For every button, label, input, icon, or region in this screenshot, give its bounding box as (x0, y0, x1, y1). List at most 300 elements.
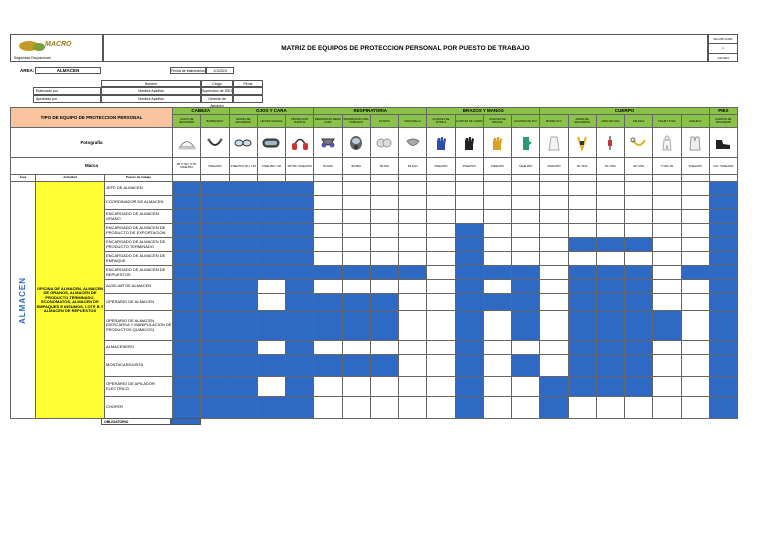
epp-cell-obligatorio[interactable] (709, 182, 737, 196)
epp-cell-obligatorio[interactable] (709, 355, 737, 377)
epp-cell-no-aplica[interactable] (483, 311, 511, 341)
epp-cell-no-aplica[interactable] (625, 182, 653, 196)
epp-cell-no-aplica[interactable] (681, 355, 709, 377)
epp-cell-no-aplica[interactable] (483, 238, 511, 252)
epp-cell-no-aplica[interactable] (399, 224, 427, 238)
epp-cell-no-aplica[interactable] (540, 196, 568, 210)
epp-cell-obligatorio[interactable] (342, 311, 370, 341)
epp-cell-no-aplica[interactable] (596, 196, 624, 210)
epp-cell-no-aplica[interactable] (568, 182, 596, 196)
epp-cell-obligatorio[interactable] (201, 238, 229, 252)
epp-cell-no-aplica[interactable] (540, 294, 568, 311)
epp-cell-obligatorio[interactable] (229, 266, 257, 280)
epp-cell-no-aplica[interactable] (512, 224, 540, 238)
epp-cell-obligatorio[interactable] (709, 238, 737, 252)
epp-cell-obligatorio[interactable] (257, 196, 285, 210)
epp-cell-no-aplica[interactable] (342, 210, 370, 224)
equipment-brand: TYVEK 3M (653, 158, 681, 175)
epp-cell-no-aplica[interactable] (370, 252, 398, 266)
epp-cell-no-aplica[interactable] (314, 224, 342, 238)
epp-cell-no-aplica[interactable] (512, 377, 540, 397)
epp-cell-obligatorio[interactable] (173, 294, 201, 311)
epp-cell-no-aplica[interactable] (483, 196, 511, 210)
equipment-brand: STEELPRO / 3M (257, 158, 285, 175)
epp-cell-obligatorio[interactable] (229, 252, 257, 266)
epp-cell-obligatorio[interactable] (709, 280, 737, 294)
epp-cell-obligatorio[interactable] (257, 210, 285, 224)
epp-cell-obligatorio[interactable] (201, 252, 229, 266)
epp-cell-no-aplica[interactable] (653, 238, 681, 252)
epp-cell-obligatorio[interactable] (709, 196, 737, 210)
epp-cell-obligatorio[interactable] (455, 377, 483, 397)
epp-cell-no-aplica[interactable] (681, 224, 709, 238)
epp-cell-no-aplica[interactable] (427, 311, 455, 341)
epp-cell-obligatorio[interactable] (596, 377, 624, 397)
epp-cell-no-aplica[interactable] (540, 311, 568, 341)
epp-cell-obligatorio[interactable] (173, 341, 201, 355)
epp-cell-no-aplica[interactable] (568, 210, 596, 224)
epp-cell-no-aplica[interactable] (427, 294, 455, 311)
epp-cell-no-aplica[interactable] (512, 196, 540, 210)
epp-cell-obligatorio[interactable] (455, 238, 483, 252)
epp-cell-no-aplica[interactable] (512, 238, 540, 252)
epp-cell-obligatorio[interactable] (173, 182, 201, 196)
epp-cell-no-aplica[interactable] (483, 252, 511, 266)
epp-cell-no-aplica[interactable] (314, 377, 342, 397)
epp-cell-obligatorio[interactable] (342, 294, 370, 311)
epp-cell-obligatorio[interactable] (568, 341, 596, 355)
epp-cell-obligatorio[interactable] (370, 355, 398, 377)
epp-cell-obligatorio[interactable] (286, 196, 314, 210)
epp-cell-obligatorio[interactable] (568, 355, 596, 377)
epp-cell-no-aplica[interactable] (681, 397, 709, 419)
epp-cell-no-aplica[interactable] (257, 377, 285, 397)
epp-cell-obligatorio[interactable] (596, 355, 624, 377)
epp-cell-no-aplica[interactable] (681, 280, 709, 294)
epp-cell-no-aplica[interactable] (483, 377, 511, 397)
epp-cell-obligatorio[interactable] (229, 294, 257, 311)
epp-cell-no-aplica[interactable] (540, 266, 568, 280)
epp-cell-no-aplica[interactable] (342, 397, 370, 419)
epp-cell-obligatorio[interactable] (201, 196, 229, 210)
epp-cell-obligatorio[interactable] (568, 266, 596, 280)
epp-cell-obligatorio[interactable] (625, 280, 653, 294)
epp-cell-obligatorio[interactable] (173, 311, 201, 341)
epp-cell-no-aplica[interactable] (568, 397, 596, 419)
equipment-photo (342, 128, 370, 158)
epp-cell-obligatorio[interactable] (173, 280, 201, 294)
epp-cell-obligatorio[interactable] (625, 238, 653, 252)
lanyard-icon (601, 135, 619, 151)
epp-cell-obligatorio[interactable] (568, 238, 596, 252)
epp-cell-obligatorio[interactable] (596, 294, 624, 311)
equipment-photo (286, 128, 314, 158)
epp-cell-no-aplica[interactable] (681, 252, 709, 266)
epp-cell-obligatorio[interactable] (455, 252, 483, 266)
epp-cell-no-aplica[interactable] (399, 311, 427, 341)
epp-cell-obligatorio[interactable] (201, 294, 229, 311)
epp-cell-no-aplica[interactable] (483, 280, 511, 294)
epp-cell-obligatorio[interactable] (455, 266, 483, 280)
epp-cell-no-aplica[interactable] (483, 355, 511, 377)
epp-cell-no-aplica[interactable] (512, 397, 540, 419)
aprobado-firma[interactable] (233, 95, 263, 103)
epp-cell-obligatorio[interactable] (201, 397, 229, 419)
puesto-cell: MONTACARGUISTA (105, 355, 173, 377)
epp-cell-obligatorio[interactable] (229, 280, 257, 294)
epp-cell-obligatorio[interactable] (512, 294, 540, 311)
elaborado-firma[interactable] (233, 87, 263, 95)
epp-cell-obligatorio[interactable] (173, 210, 201, 224)
epp-cell-no-aplica[interactable] (342, 196, 370, 210)
epp-cell-no-aplica[interactable] (427, 224, 455, 238)
aprobado-cargo: Gerente de Almacén (201, 95, 233, 103)
epp-cell-no-aplica[interactable] (314, 196, 342, 210)
epp-cell-no-aplica[interactable] (455, 210, 483, 224)
group-header: CUERPO (540, 108, 710, 115)
epp-cell-no-aplica[interactable] (399, 196, 427, 210)
epp-cell-no-aplica[interactable] (596, 397, 624, 419)
epp-cell-obligatorio[interactable] (201, 266, 229, 280)
epp-cell-obligatorio[interactable] (540, 397, 568, 419)
epp-cell-obligatorio[interactable] (596, 238, 624, 252)
epp-cell-obligatorio[interactable] (201, 377, 229, 397)
epp-cell-no-aplica[interactable] (625, 224, 653, 238)
epp-cell-no-aplica[interactable] (625, 210, 653, 224)
epp-cell-obligatorio[interactable] (709, 377, 737, 397)
epp-cell-no-aplica[interactable] (314, 182, 342, 196)
epp-cell-obligatorio[interactable] (370, 311, 398, 341)
epp-cell-no-aplica[interactable] (399, 294, 427, 311)
epp-cell-obligatorio[interactable] (512, 266, 540, 280)
epp-cell-obligatorio[interactable] (709, 294, 737, 311)
epp-cell-no-aplica[interactable] (653, 341, 681, 355)
epp-cell-no-aplica[interactable] (596, 182, 624, 196)
epp-cell-obligatorio[interactable] (286, 252, 314, 266)
epp-cell-obligatorio[interactable] (229, 355, 257, 377)
epp-cell-obligatorio[interactable] (173, 224, 201, 238)
epp-cell-obligatorio[interactable] (201, 224, 229, 238)
epp-cell-no-aplica[interactable] (370, 196, 398, 210)
epp-cell-obligatorio[interactable] (286, 355, 314, 377)
epp-cell-no-aplica[interactable] (370, 224, 398, 238)
epp-cell-no-aplica[interactable] (427, 397, 455, 419)
epp-cell-no-aplica[interactable] (653, 355, 681, 377)
puesto-cell: ALMACENERO (105, 341, 173, 355)
epp-cell-obligatorio[interactable] (399, 266, 427, 280)
epp-cell-no-aplica[interactable] (427, 182, 455, 196)
epp-cell-no-aplica[interactable] (257, 294, 285, 311)
epp-cell-no-aplica[interactable] (681, 196, 709, 210)
epp-cell-obligatorio[interactable] (286, 224, 314, 238)
epp-cell-obligatorio[interactable] (455, 341, 483, 355)
epp-cell-no-aplica[interactable] (427, 280, 455, 294)
epp-cell-no-aplica[interactable] (399, 341, 427, 355)
epp-cell-no-aplica[interactable] (427, 196, 455, 210)
epp-cell-no-aplica[interactable] (540, 252, 568, 266)
epp-cell-no-aplica[interactable] (399, 238, 427, 252)
epp-cell-obligatorio[interactable] (709, 252, 737, 266)
epp-cell-no-aplica[interactable] (342, 252, 370, 266)
epp-cell-obligatorio[interactable] (201, 210, 229, 224)
epp-cell-obligatorio[interactable] (540, 377, 568, 397)
epp-cell-no-aplica[interactable] (596, 210, 624, 224)
epp-cell-obligatorio[interactable] (709, 210, 737, 224)
equipment-brand: 3M 8210 (399, 158, 427, 175)
epp-cell-no-aplica[interactable] (681, 341, 709, 355)
epp-cell-obligatorio[interactable] (173, 355, 201, 377)
full-mask-icon (347, 135, 365, 151)
epp-cell-obligatorio[interactable] (257, 355, 285, 377)
epp-cell-obligatorio[interactable] (229, 341, 257, 355)
epp-cell-obligatorio[interactable] (596, 266, 624, 280)
epp-cell-obligatorio[interactable] (257, 266, 285, 280)
epp-cell-no-aplica[interactable] (483, 224, 511, 238)
epp-cell-obligatorio[interactable] (314, 294, 342, 311)
epp-cell-no-aplica[interactable] (540, 280, 568, 294)
doc-version: 1 (709, 44, 737, 53)
epp-cell-no-aplica[interactable] (681, 182, 709, 196)
equipment-name: RESPIRADOR MEDIA CARA (314, 115, 342, 128)
epp-cell-obligatorio[interactable] (653, 311, 681, 341)
epp-cell-no-aplica[interactable] (540, 341, 568, 355)
table-row (11, 397, 738, 419)
epp-cell-no-aplica[interactable] (540, 355, 568, 377)
epp-cell-no-aplica[interactable] (399, 377, 427, 397)
epp-cell-no-aplica[interactable] (540, 238, 568, 252)
epp-cell-obligatorio[interactable] (286, 238, 314, 252)
epp-cell-no-aplica[interactable] (427, 341, 455, 355)
epp-cell-no-aplica[interactable] (314, 238, 342, 252)
epp-cell-no-aplica[interactable] (399, 252, 427, 266)
epp-cell-obligatorio[interactable] (709, 266, 737, 280)
epp-cell-obligatorio[interactable] (483, 266, 511, 280)
epp-cell-no-aplica[interactable] (625, 196, 653, 210)
epp-cell-obligatorio[interactable] (596, 311, 624, 341)
puesto-cell: OPERARIO DE ALMACEN (DESCARGA Y MANIPULACION DE PRODUCTOS QUIMICOS) (105, 311, 173, 341)
epp-cell-obligatorio[interactable] (342, 266, 370, 280)
epp-cell-no-aplica[interactable] (370, 341, 398, 355)
epp-cell-no-aplica[interactable] (483, 210, 511, 224)
epp-cell-no-aplica[interactable] (455, 196, 483, 210)
page-title: MATRIZ DE EQUIPOS DE PROTECCION PERSONAL POR PUESTO DE TRABAJO (103, 34, 708, 62)
epp-cell-obligatorio[interactable] (286, 210, 314, 224)
epp-cell-obligatorio[interactable] (455, 355, 483, 377)
epp-cell-no-aplica[interactable] (483, 397, 511, 419)
table-row (11, 196, 738, 210)
epp-cell-no-aplica[interactable] (596, 224, 624, 238)
epp-cell-no-aplica[interactable] (625, 397, 653, 419)
epp-cell-no-aplica[interactable] (653, 266, 681, 280)
epp-cell-no-aplica[interactable] (314, 397, 342, 419)
epp-cell-obligatorio[interactable] (314, 355, 342, 377)
epp-cell-obligatorio[interactable] (625, 355, 653, 377)
epp-cell-no-aplica[interactable] (483, 341, 511, 355)
epp-cell-no-aplica[interactable] (512, 182, 540, 196)
epp-cell-obligatorio[interactable] (286, 294, 314, 311)
epp-cell-no-aplica[interactable] (512, 210, 540, 224)
epp-cell-obligatorio[interactable] (709, 311, 737, 341)
epp-cell-no-aplica[interactable] (540, 182, 568, 196)
epp-cell-obligatorio[interactable] (568, 280, 596, 294)
epp-cell-no-aplica[interactable] (370, 377, 398, 397)
epp-cell-obligatorio[interactable] (625, 377, 653, 397)
epp-cell-no-aplica[interactable] (399, 210, 427, 224)
epp-cell-obligatorio[interactable] (625, 311, 653, 341)
epp-cell-obligatorio[interactable] (257, 238, 285, 252)
epp-cell-no-aplica[interactable] (681, 238, 709, 252)
epp-cell-no-aplica[interactable] (427, 266, 455, 280)
epp-cell-obligatorio[interactable] (173, 397, 201, 419)
epp-cell-no-aplica[interactable] (427, 377, 455, 397)
epp-cell-no-aplica[interactable] (681, 294, 709, 311)
epp-cell-obligatorio[interactable] (455, 397, 483, 419)
epp-cell-obligatorio[interactable] (625, 266, 653, 280)
epp-cell-no-aplica[interactable] (399, 355, 427, 377)
epp-cell-obligatorio[interactable] (455, 294, 483, 311)
epp-cell-obligatorio[interactable] (625, 341, 653, 355)
epp-cell-obligatorio[interactable] (229, 238, 257, 252)
epp-cell-no-aplica[interactable] (370, 182, 398, 196)
epp-cell-obligatorio[interactable] (257, 182, 285, 196)
epp-cell-obligatorio[interactable] (229, 210, 257, 224)
epp-cell-no-aplica[interactable] (399, 182, 427, 196)
epp-cell-no-aplica[interactable] (681, 377, 709, 397)
epp-cell-obligatorio[interactable] (201, 341, 229, 355)
epp-cell-no-aplica[interactable] (568, 252, 596, 266)
epp-cell-no-aplica[interactable] (399, 280, 427, 294)
epp-cell-no-aplica[interactable] (625, 252, 653, 266)
epp-cell-no-aplica[interactable] (653, 377, 681, 397)
epp-cell-obligatorio[interactable] (201, 311, 229, 341)
epp-cell-obligatorio[interactable] (286, 280, 314, 294)
epp-cell-obligatorio[interactable] (286, 377, 314, 397)
epp-cell-obligatorio[interactable] (709, 224, 737, 238)
epp-cell-obligatorio[interactable] (568, 377, 596, 397)
epp-cell-obligatorio[interactable] (286, 341, 314, 355)
epp-cell-no-aplica[interactable] (653, 210, 681, 224)
epp-cell-obligatorio[interactable] (173, 196, 201, 210)
epp-cell-no-aplica[interactable] (370, 280, 398, 294)
epp-cell-no-aplica[interactable] (681, 210, 709, 224)
epp-cell-obligatorio[interactable] (286, 311, 314, 341)
epp-cell-obligatorio[interactable] (596, 280, 624, 294)
epp-cell-no-aplica[interactable] (540, 224, 568, 238)
epp-cell-obligatorio[interactable] (370, 266, 398, 280)
epp-cell-no-aplica[interactable] (653, 224, 681, 238)
epp-cell-no-aplica[interactable] (512, 252, 540, 266)
epp-cell-obligatorio[interactable] (568, 294, 596, 311)
epp-cell-no-aplica[interactable] (653, 294, 681, 311)
epp-cell-no-aplica[interactable] (596, 252, 624, 266)
epp-cell-no-aplica[interactable] (342, 182, 370, 196)
epp-cell-obligatorio[interactable] (201, 280, 229, 294)
epp-cell-obligatorio[interactable] (455, 311, 483, 341)
epp-cell-obligatorio[interactable] (201, 182, 229, 196)
epp-cell-obligatorio[interactable] (512, 311, 540, 341)
epp-cell-obligatorio[interactable] (229, 397, 257, 419)
epp-cell-no-aplica[interactable] (342, 280, 370, 294)
epp-cell-obligatorio[interactable] (512, 355, 540, 377)
epp-cell-no-aplica[interactable] (483, 182, 511, 196)
epp-cell-no-aplica[interactable] (653, 182, 681, 196)
epp-cell-no-aplica[interactable] (681, 311, 709, 341)
epp-cell-no-aplica[interactable] (427, 355, 455, 377)
epp-cell-no-aplica[interactable] (314, 210, 342, 224)
epp-cell-obligatorio[interactable] (596, 341, 624, 355)
epp-cell-obligatorio[interactable] (229, 377, 257, 397)
epp-cell-obligatorio[interactable] (173, 377, 201, 397)
epp-cell-no-aplica[interactable] (568, 224, 596, 238)
epp-cell-obligatorio[interactable] (314, 266, 342, 280)
epp-cell-no-aplica[interactable] (568, 196, 596, 210)
epp-cell-no-aplica[interactable] (314, 341, 342, 355)
epp-cell-obligatorio[interactable] (257, 252, 285, 266)
epp-cell-obligatorio[interactable] (286, 182, 314, 196)
epp-cell-no-aplica[interactable] (427, 238, 455, 252)
epp-cell-no-aplica[interactable] (455, 182, 483, 196)
epp-cell-obligatorio[interactable] (568, 311, 596, 341)
epp-cell-obligatorio[interactable] (257, 311, 285, 341)
epp-cell-obligatorio[interactable] (257, 224, 285, 238)
epp-cell-no-aplica[interactable] (653, 252, 681, 266)
epp-cell-obligatorio[interactable] (342, 355, 370, 377)
epp-cell-no-aplica[interactable] (370, 397, 398, 419)
epp-cell-no-aplica[interactable] (257, 280, 285, 294)
epp-cell-no-aplica[interactable] (314, 252, 342, 266)
epp-cell-obligatorio[interactable] (173, 252, 201, 266)
epp-cell-no-aplica[interactable] (342, 238, 370, 252)
epp-cell-obligatorio[interactable] (709, 341, 737, 355)
epp-cell-obligatorio[interactable] (709, 397, 737, 419)
epp-cell-no-aplica[interactable] (512, 341, 540, 355)
epp-cell-obligatorio[interactable] (173, 266, 201, 280)
epp-cell-no-aplica[interactable] (257, 341, 285, 355)
epp-cell-no-aplica[interactable] (314, 280, 342, 294)
epp-cell-no-aplica[interactable] (427, 252, 455, 266)
epp-cell-obligatorio[interactable] (257, 397, 285, 419)
epp-cell-no-aplica[interactable] (427, 210, 455, 224)
equipment-brand: 3M H-700 / H-701 STEELPRO (173, 158, 201, 175)
epp-cell-obligatorio[interactable] (173, 238, 201, 252)
epp-cell-no-aplica[interactable] (399, 397, 427, 419)
epp-cell-obligatorio[interactable] (314, 311, 342, 341)
epp-cell-obligatorio[interactable] (625, 294, 653, 311)
epp-cell-obligatorio[interactable] (201, 355, 229, 377)
epp-cell-obligatorio[interactable] (229, 196, 257, 210)
epp-cell-obligatorio[interactable] (229, 182, 257, 196)
epp-cell-obligatorio[interactable] (370, 294, 398, 311)
epp-cell-obligatorio[interactable] (229, 311, 257, 341)
epp-cell-no-aplica[interactable] (370, 238, 398, 252)
epp-cell-no-aplica[interactable] (540, 210, 568, 224)
epp-cell-obligatorio[interactable] (286, 266, 314, 280)
epp-cell-obligatorio[interactable] (512, 280, 540, 294)
epp-cell-no-aplica[interactable] (342, 341, 370, 355)
epp-cell-obligatorio[interactable] (229, 224, 257, 238)
epp-cell-no-aplica[interactable] (342, 224, 370, 238)
epp-cell-no-aplica[interactable] (653, 280, 681, 294)
epp-cell-obligatorio[interactable] (455, 224, 483, 238)
epp-cell-obligatorio[interactable] (483, 294, 511, 311)
epp-cell-no-aplica[interactable] (342, 377, 370, 397)
epp-cell-obligatorio[interactable] (455, 280, 483, 294)
epp-cell-no-aplica[interactable] (653, 196, 681, 210)
epp-cell-no-aplica[interactable] (370, 210, 398, 224)
epp-cell-no-aplica[interactable] (653, 397, 681, 419)
epp-cell-obligatorio[interactable] (286, 397, 314, 419)
epp-cell-obligatorio[interactable] (681, 266, 709, 280)
